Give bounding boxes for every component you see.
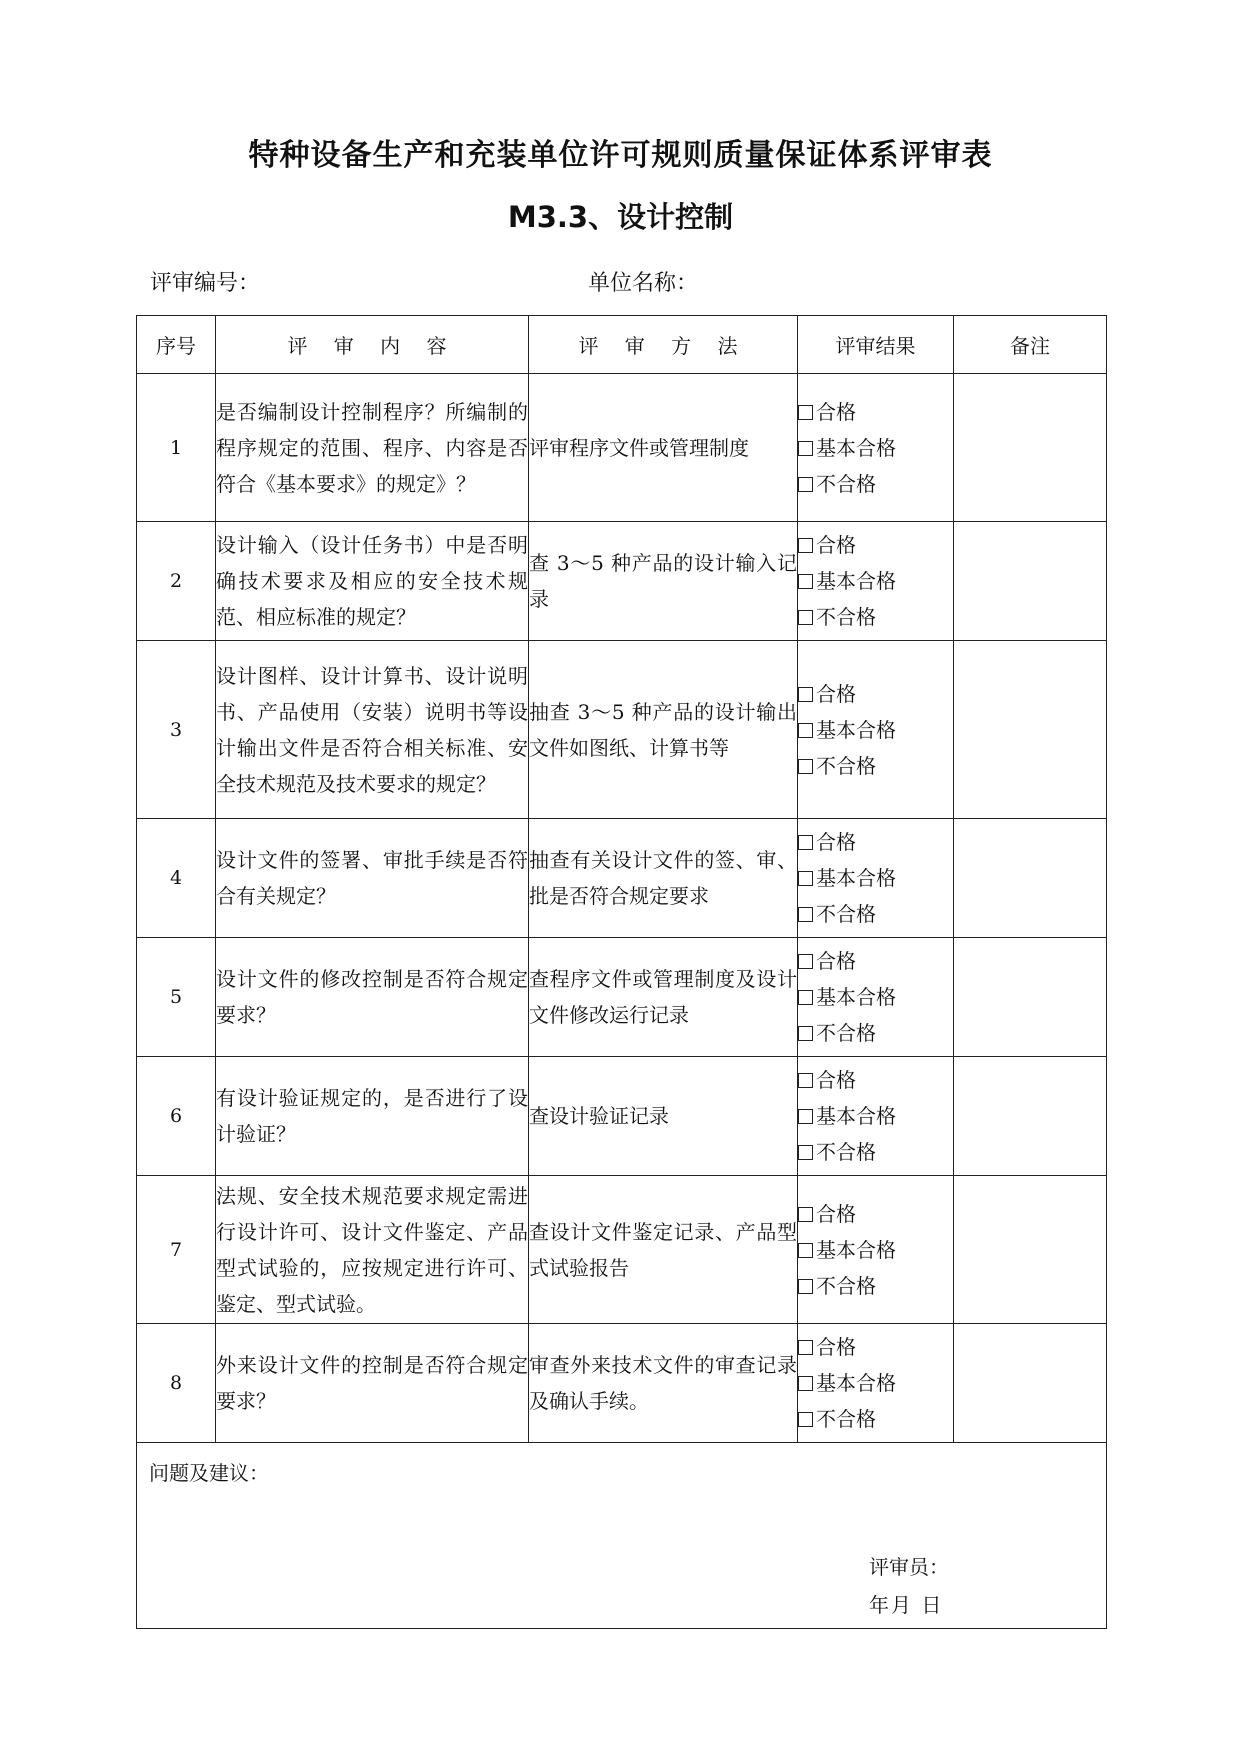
result-option-basic-pass[interactable]: 基本合格 bbox=[798, 430, 953, 466]
remark-cell[interactable] bbox=[954, 1057, 1107, 1176]
review-method: 查程序文件或管理制度及设计文件修改运行记录 bbox=[529, 938, 798, 1057]
result-option-basic-pass[interactable]: 基本合格 bbox=[798, 979, 953, 1015]
review-result bbox=[798, 1176, 954, 1324]
footer-row bbox=[137, 1443, 1107, 1629]
document-title: 特种设备生产和充装单位许可规则质量保证体系评审表 bbox=[248, 138, 993, 173]
checkbox-icon[interactable] bbox=[798, 538, 813, 553]
remark-cell[interactable] bbox=[954, 819, 1107, 938]
checkbox-icon[interactable] bbox=[798, 477, 813, 492]
checkbox-icon[interactable] bbox=[798, 954, 813, 969]
header-result: 评审结果 bbox=[798, 316, 954, 374]
result-option-pass[interactable]: 合格 bbox=[798, 394, 953, 430]
row-number: 1 bbox=[137, 374, 216, 522]
checkbox-icon[interactable] bbox=[798, 405, 813, 420]
table-row bbox=[137, 1057, 1107, 1176]
result-option-basic-pass[interactable]: 基本合格 bbox=[798, 1365, 953, 1401]
table-header-row bbox=[137, 316, 1107, 374]
checkbox-icon[interactable] bbox=[798, 835, 813, 850]
checkbox-icon[interactable] bbox=[798, 1109, 813, 1124]
table-row bbox=[137, 1176, 1107, 1324]
result-option-fail[interactable]: 不合格 bbox=[798, 599, 953, 635]
review-method: 查 3～5 种产品的设计输入记录 bbox=[529, 522, 798, 641]
review-table bbox=[136, 315, 1107, 1629]
checkbox-icon[interactable] bbox=[798, 723, 813, 738]
result-option-fail[interactable]: 不合格 bbox=[798, 1015, 953, 1051]
checkbox-icon[interactable] bbox=[798, 1145, 813, 1160]
result-option-basic-pass[interactable]: 基本合格 bbox=[798, 712, 953, 748]
header-no: 序号 bbox=[137, 316, 216, 374]
date-label: 年月 日 bbox=[869, 1593, 944, 1617]
remark-cell[interactable] bbox=[954, 1176, 1107, 1324]
checkbox-icon[interactable] bbox=[798, 441, 813, 456]
review-result bbox=[798, 522, 954, 641]
header-content: 评 审 内 容 bbox=[216, 316, 529, 374]
result-option-pass[interactable]: 合格 bbox=[798, 1196, 953, 1232]
header-remark: 备注 bbox=[954, 316, 1107, 374]
review-method: 查设计文件鉴定记录、产品型式试验报告 bbox=[529, 1176, 798, 1324]
result-option-pass[interactable]: 合格 bbox=[798, 1062, 953, 1098]
checkbox-icon[interactable] bbox=[798, 574, 813, 589]
review-content: 法规、安全技术规范要求规定需进行设计许可、设计文件鉴定、产品型式试验的，应按规定进行许可、鉴定、型式试验。 bbox=[216, 1176, 529, 1324]
remark-cell[interactable] bbox=[954, 522, 1107, 641]
review-number-label: 评审编号： bbox=[150, 271, 261, 296]
row-number: 4 bbox=[137, 819, 216, 938]
result-option-fail[interactable]: 不合格 bbox=[798, 1401, 953, 1437]
review-result bbox=[798, 819, 954, 938]
review-content: 设计文件的修改控制是否符合规定要求？ bbox=[216, 938, 529, 1057]
table-row bbox=[137, 938, 1107, 1057]
review-result bbox=[798, 1057, 954, 1176]
checkbox-icon[interactable] bbox=[798, 1073, 813, 1088]
header-method: 评 审 方 法 bbox=[529, 316, 798, 374]
result-option-fail[interactable]: 不合格 bbox=[798, 1268, 953, 1304]
row-number: 3 bbox=[137, 641, 216, 819]
reviewer-label: 评审员： bbox=[869, 1555, 949, 1579]
checkbox-icon[interactable] bbox=[798, 871, 813, 886]
result-option-fail[interactable]: 不合格 bbox=[798, 466, 953, 502]
review-method: 评审程序文件或管理制度 bbox=[529, 374, 798, 522]
result-option-pass[interactable]: 合格 bbox=[798, 527, 953, 563]
review-result bbox=[798, 938, 954, 1057]
review-method: 抽查 3～5 种产品的设计输出文件如图纸、计算书等 bbox=[529, 641, 798, 819]
table-row bbox=[137, 641, 1107, 819]
review-content: 设计输入（设计任务书）中是否明确技术要求及相应的安全技术规范、相应标准的规定？ bbox=[216, 522, 529, 641]
unit-name-label: 单位名称： bbox=[588, 271, 699, 296]
table-row bbox=[137, 819, 1107, 938]
document-subtitle: M3.3、设计控制 bbox=[507, 200, 734, 234]
checkbox-icon[interactable] bbox=[798, 1279, 813, 1294]
result-option-basic-pass[interactable]: 基本合格 bbox=[798, 1098, 953, 1134]
review-content: 设计文件的签署、审批手续是否符合有关规定？ bbox=[216, 819, 529, 938]
remark-cell[interactable] bbox=[954, 641, 1107, 819]
row-number: 6 bbox=[137, 1057, 216, 1176]
checkbox-icon[interactable] bbox=[798, 1340, 813, 1355]
row-number: 8 bbox=[137, 1324, 216, 1443]
checkbox-icon[interactable] bbox=[798, 990, 813, 1005]
checkbox-icon[interactable] bbox=[798, 759, 813, 774]
issues-label: 问题及建议： bbox=[149, 1461, 269, 1485]
checkbox-icon[interactable] bbox=[798, 907, 813, 922]
checkbox-icon[interactable] bbox=[798, 1243, 813, 1258]
checkbox-icon[interactable] bbox=[798, 1026, 813, 1041]
checkbox-icon[interactable] bbox=[798, 1412, 813, 1427]
result-option-basic-pass[interactable]: 基本合格 bbox=[798, 563, 953, 599]
checkbox-icon[interactable] bbox=[798, 1207, 813, 1222]
checkbox-icon[interactable] bbox=[798, 610, 813, 625]
review-result bbox=[798, 374, 954, 522]
review-result bbox=[798, 1324, 954, 1443]
table-row bbox=[137, 374, 1107, 522]
result-option-pass[interactable]: 合格 bbox=[798, 824, 953, 860]
result-option-fail[interactable]: 不合格 bbox=[798, 1134, 953, 1170]
result-option-basic-pass[interactable]: 基本合格 bbox=[798, 860, 953, 896]
remark-cell[interactable] bbox=[954, 938, 1107, 1057]
checkbox-icon[interactable] bbox=[798, 1376, 813, 1391]
result-option-pass[interactable]: 合格 bbox=[798, 676, 953, 712]
review-method: 查设计验证记录 bbox=[529, 1057, 798, 1176]
review-content: 外来设计文件的控制是否符合规定要求？ bbox=[216, 1324, 529, 1443]
review-content: 设计图样、设计计算书、设计说明书、产品使用（安装）说明书等设计输出文件是否符合相关标准、安全技术规范及技术要求的规定？ bbox=[216, 641, 529, 819]
row-number: 7 bbox=[137, 1176, 216, 1324]
review-content: 是否编制设计控制程序？所编制的程序规定的范围、程序、内容是否符合《基本要求》的规定》？ bbox=[216, 374, 529, 522]
table-row bbox=[137, 1324, 1107, 1443]
result-option-fail[interactable]: 不合格 bbox=[798, 748, 953, 784]
result-option-fail[interactable]: 不合格 bbox=[798, 896, 953, 932]
table-row bbox=[137, 522, 1107, 641]
review-method: 抽查有关设计文件的签、审、批是否符合规定要求 bbox=[529, 819, 798, 938]
result-option-basic-pass[interactable]: 基本合格 bbox=[798, 1232, 953, 1268]
remark-cell[interactable] bbox=[954, 374, 1107, 522]
checkbox-icon[interactable] bbox=[798, 687, 813, 702]
result-option-pass[interactable]: 合格 bbox=[798, 1329, 953, 1365]
row-number: 2 bbox=[137, 522, 216, 641]
row-number: 5 bbox=[137, 938, 216, 1057]
review-method: 审查外来技术文件的审查记录及确认手续。 bbox=[529, 1324, 798, 1443]
issues-and-suggestions-area[interactable] bbox=[137, 1443, 1107, 1629]
review-content: 有设计验证规定的，是否进行了设计验证？ bbox=[216, 1057, 529, 1176]
review-result bbox=[798, 641, 954, 819]
result-option-pass[interactable]: 合格 bbox=[798, 943, 953, 979]
remark-cell[interactable] bbox=[954, 1324, 1107, 1443]
